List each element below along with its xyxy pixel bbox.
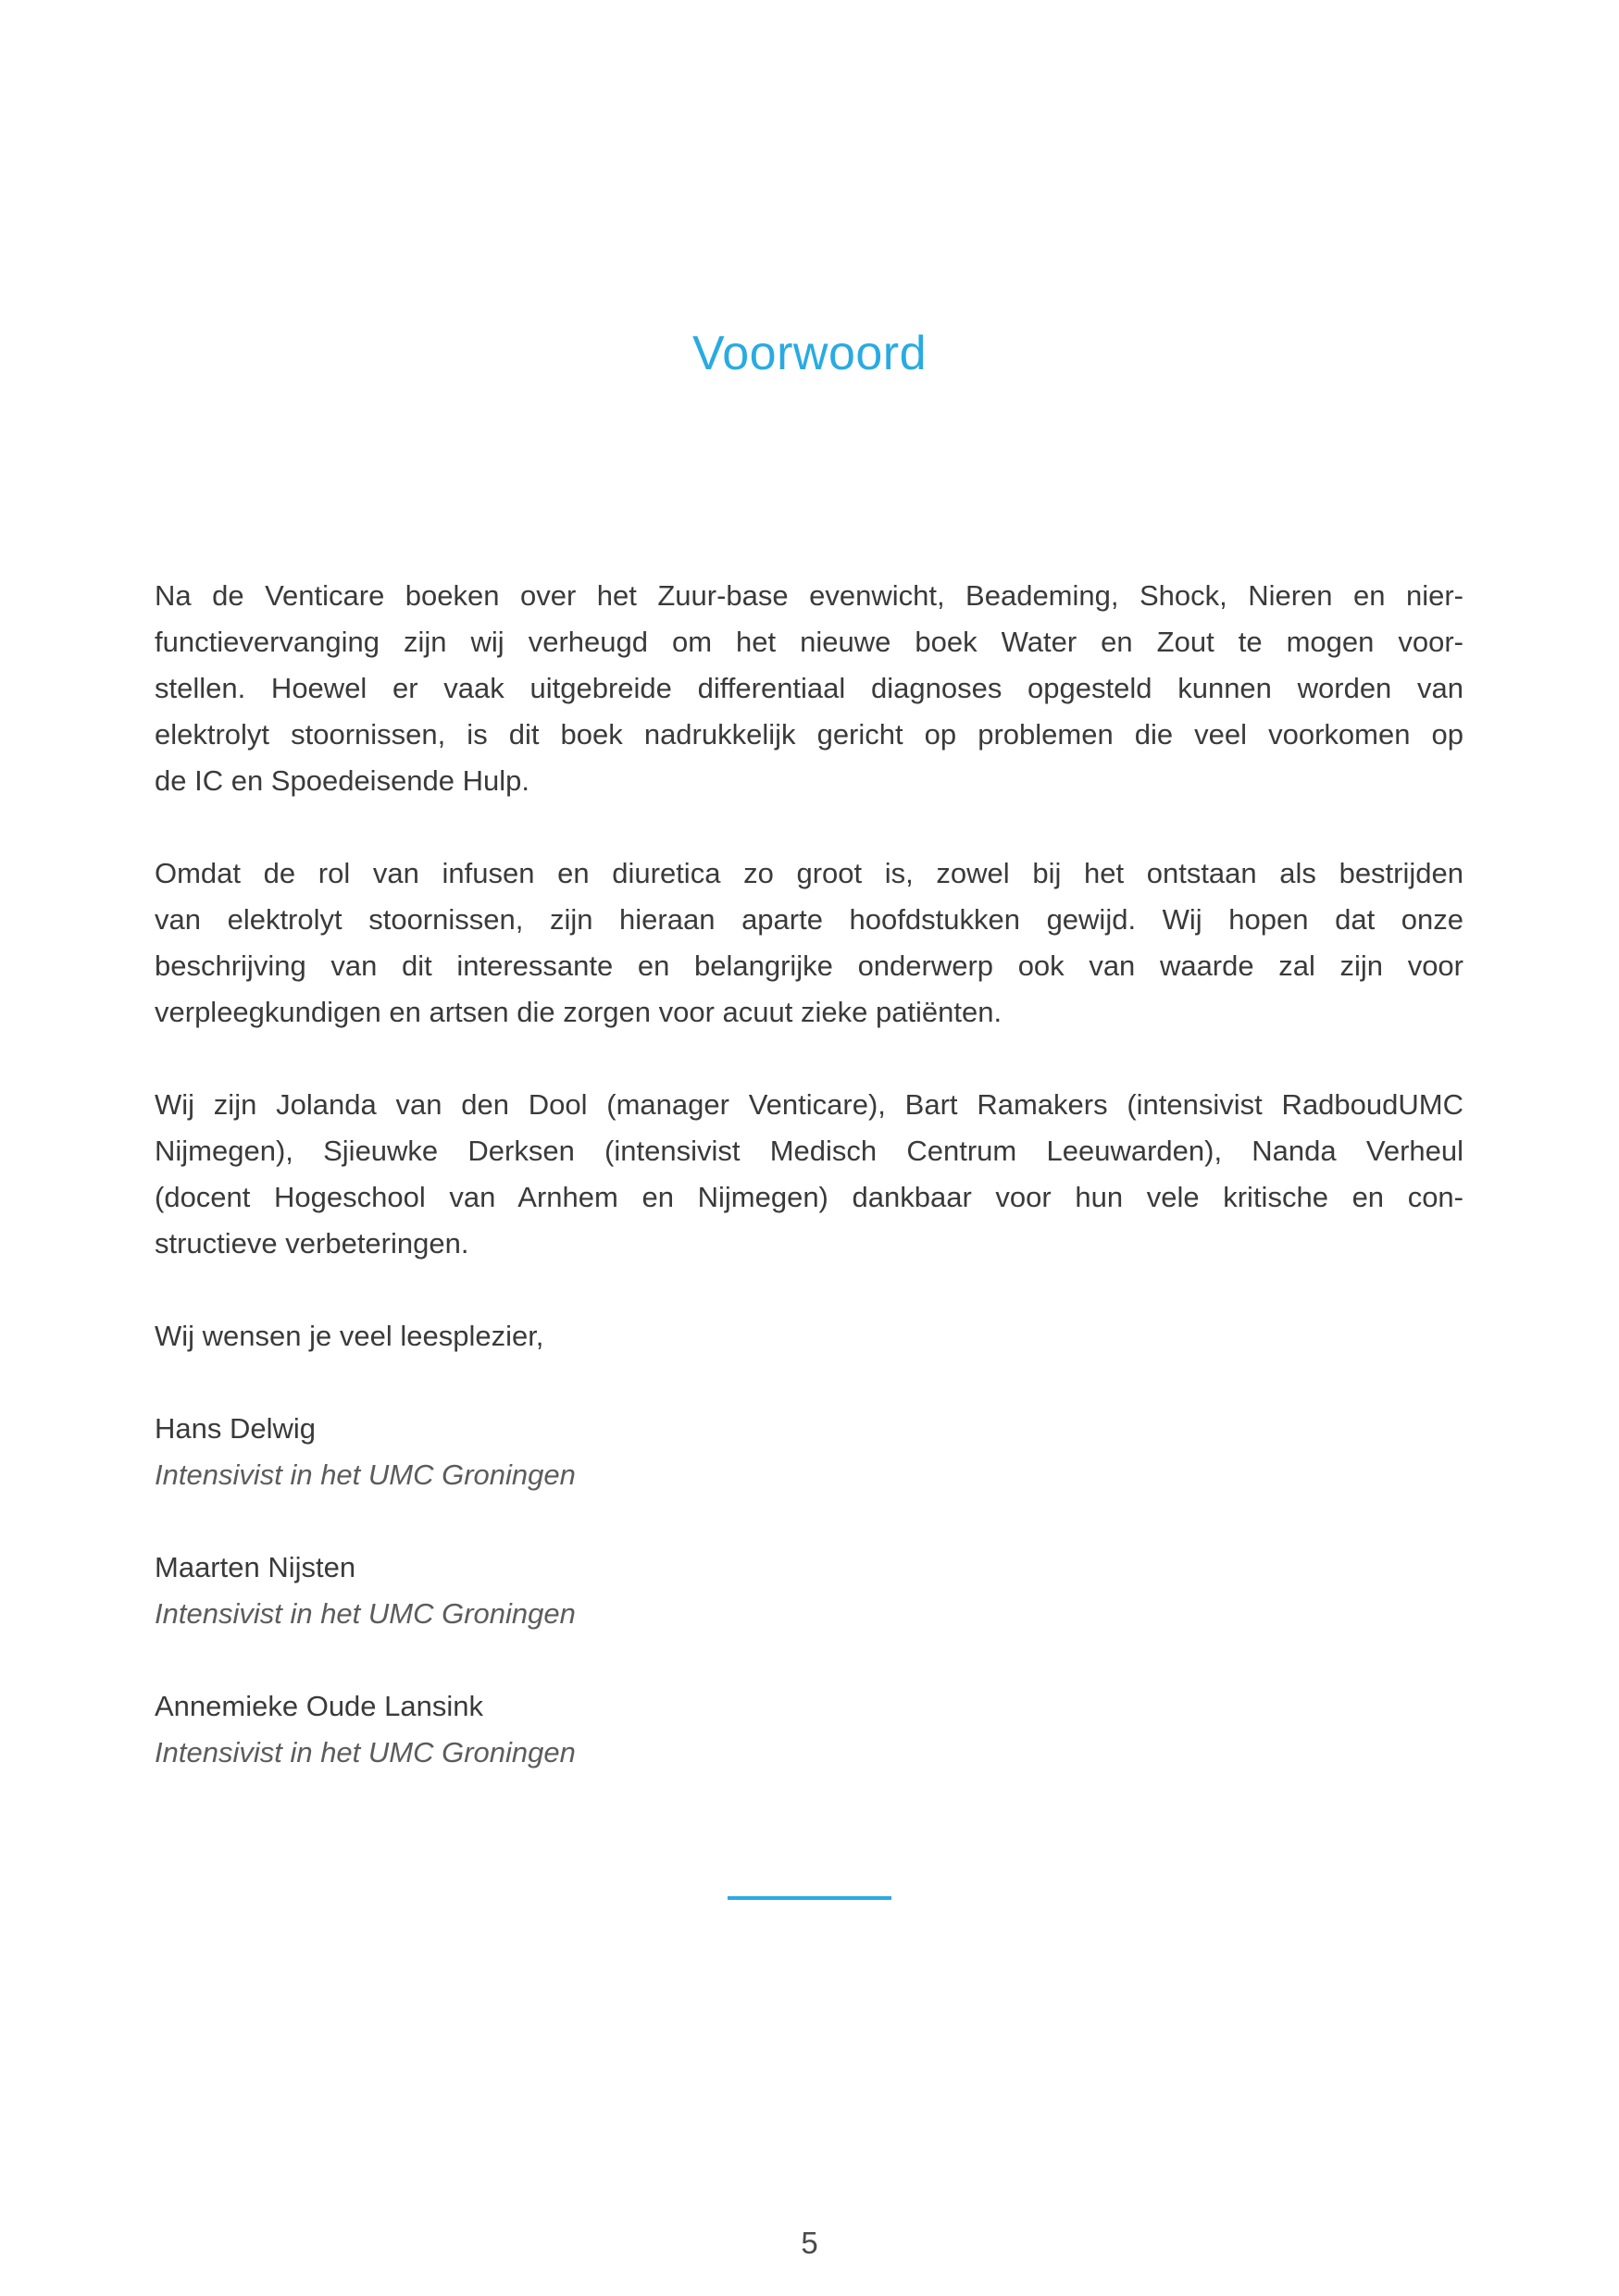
signature-role: Intensivist in het UMC Groningen xyxy=(155,1736,576,1769)
body-line: Omdat de rol van infusen en diuretica zo groot is, zowel bij het ontstaan als bestrijden xyxy=(155,857,1463,889)
page-title: Voorwoord xyxy=(691,327,928,380)
body-line: van elektrolyt stoornissen, zijn hieraan aparte hoofdstukken gewijd. Wij hopen dat onze xyxy=(155,903,1463,936)
signatures xyxy=(155,1406,1463,1776)
body-line: Wij zijn Jolanda van den Dool (manager Venticare), Bart Ramakers (intensivist RadboudUMC xyxy=(155,1088,1463,1121)
text-column xyxy=(155,573,1463,1822)
signature-role: Intensivist in het UMC Groningen xyxy=(155,1458,576,1491)
body-line: elektrolyt stoornissen, is dit boek nadrukkelijk gericht op problemen die veel voorkomen op xyxy=(155,718,1463,751)
body-line: stellen. Hoewel er vaak uitgebreide differentiaal diagnoses opgesteld kunnen worden van xyxy=(155,672,1463,704)
body-line: beschrijving van dit interessante en belangrijke onderwerp ook van waarde zal zijn voor xyxy=(155,949,1463,982)
section-divider-line xyxy=(728,1896,891,1900)
signature-block xyxy=(155,1406,1463,1498)
body-line: Nijmegen), Sjieuwke Derksen (intensivist Medisch Centrum Leeuwarden), Nanda Verheul xyxy=(155,1135,1463,1167)
signature-role: Intensivist in het UMC Groningen xyxy=(155,1597,576,1630)
body-paragraphs xyxy=(155,573,1463,1267)
body-line: verpleegkundigen en artsen die zorgen voor acuut zieke patiënten. xyxy=(155,996,1003,1028)
body-line: Na de Venticare boeken over het Zuur-base evenwicht, Beademing, Shock, Nieren en nier- xyxy=(155,579,1463,612)
signature-name: Maarten Nijsten xyxy=(155,1551,356,1583)
signature-block xyxy=(155,1545,1463,1637)
closing-line: Wij wensen je veel leesplezier, xyxy=(155,1320,544,1352)
body-line: de IC en Spoedeisende Hulp. xyxy=(155,764,530,797)
page-number: 5 xyxy=(801,2226,818,2260)
signature-name: Annemieke Oude Lansink xyxy=(155,1690,484,1722)
paragraph xyxy=(155,1082,1463,1267)
signature-block xyxy=(155,1683,1463,1776)
body-line: structieve verbeteringen. xyxy=(155,1227,469,1260)
signature-name: Hans Delwig xyxy=(155,1412,317,1445)
paragraph xyxy=(155,573,1463,804)
body-line: (docent Hogeschool van Arnhem en Nijmegen) dankbaar voor hun vele kritische en con- xyxy=(155,1181,1463,1213)
paragraph xyxy=(155,850,1463,1036)
body-line: functievervanging zijn wij verheugd om het nieuwe boek Water en Zout te mogen voor- xyxy=(155,626,1463,658)
